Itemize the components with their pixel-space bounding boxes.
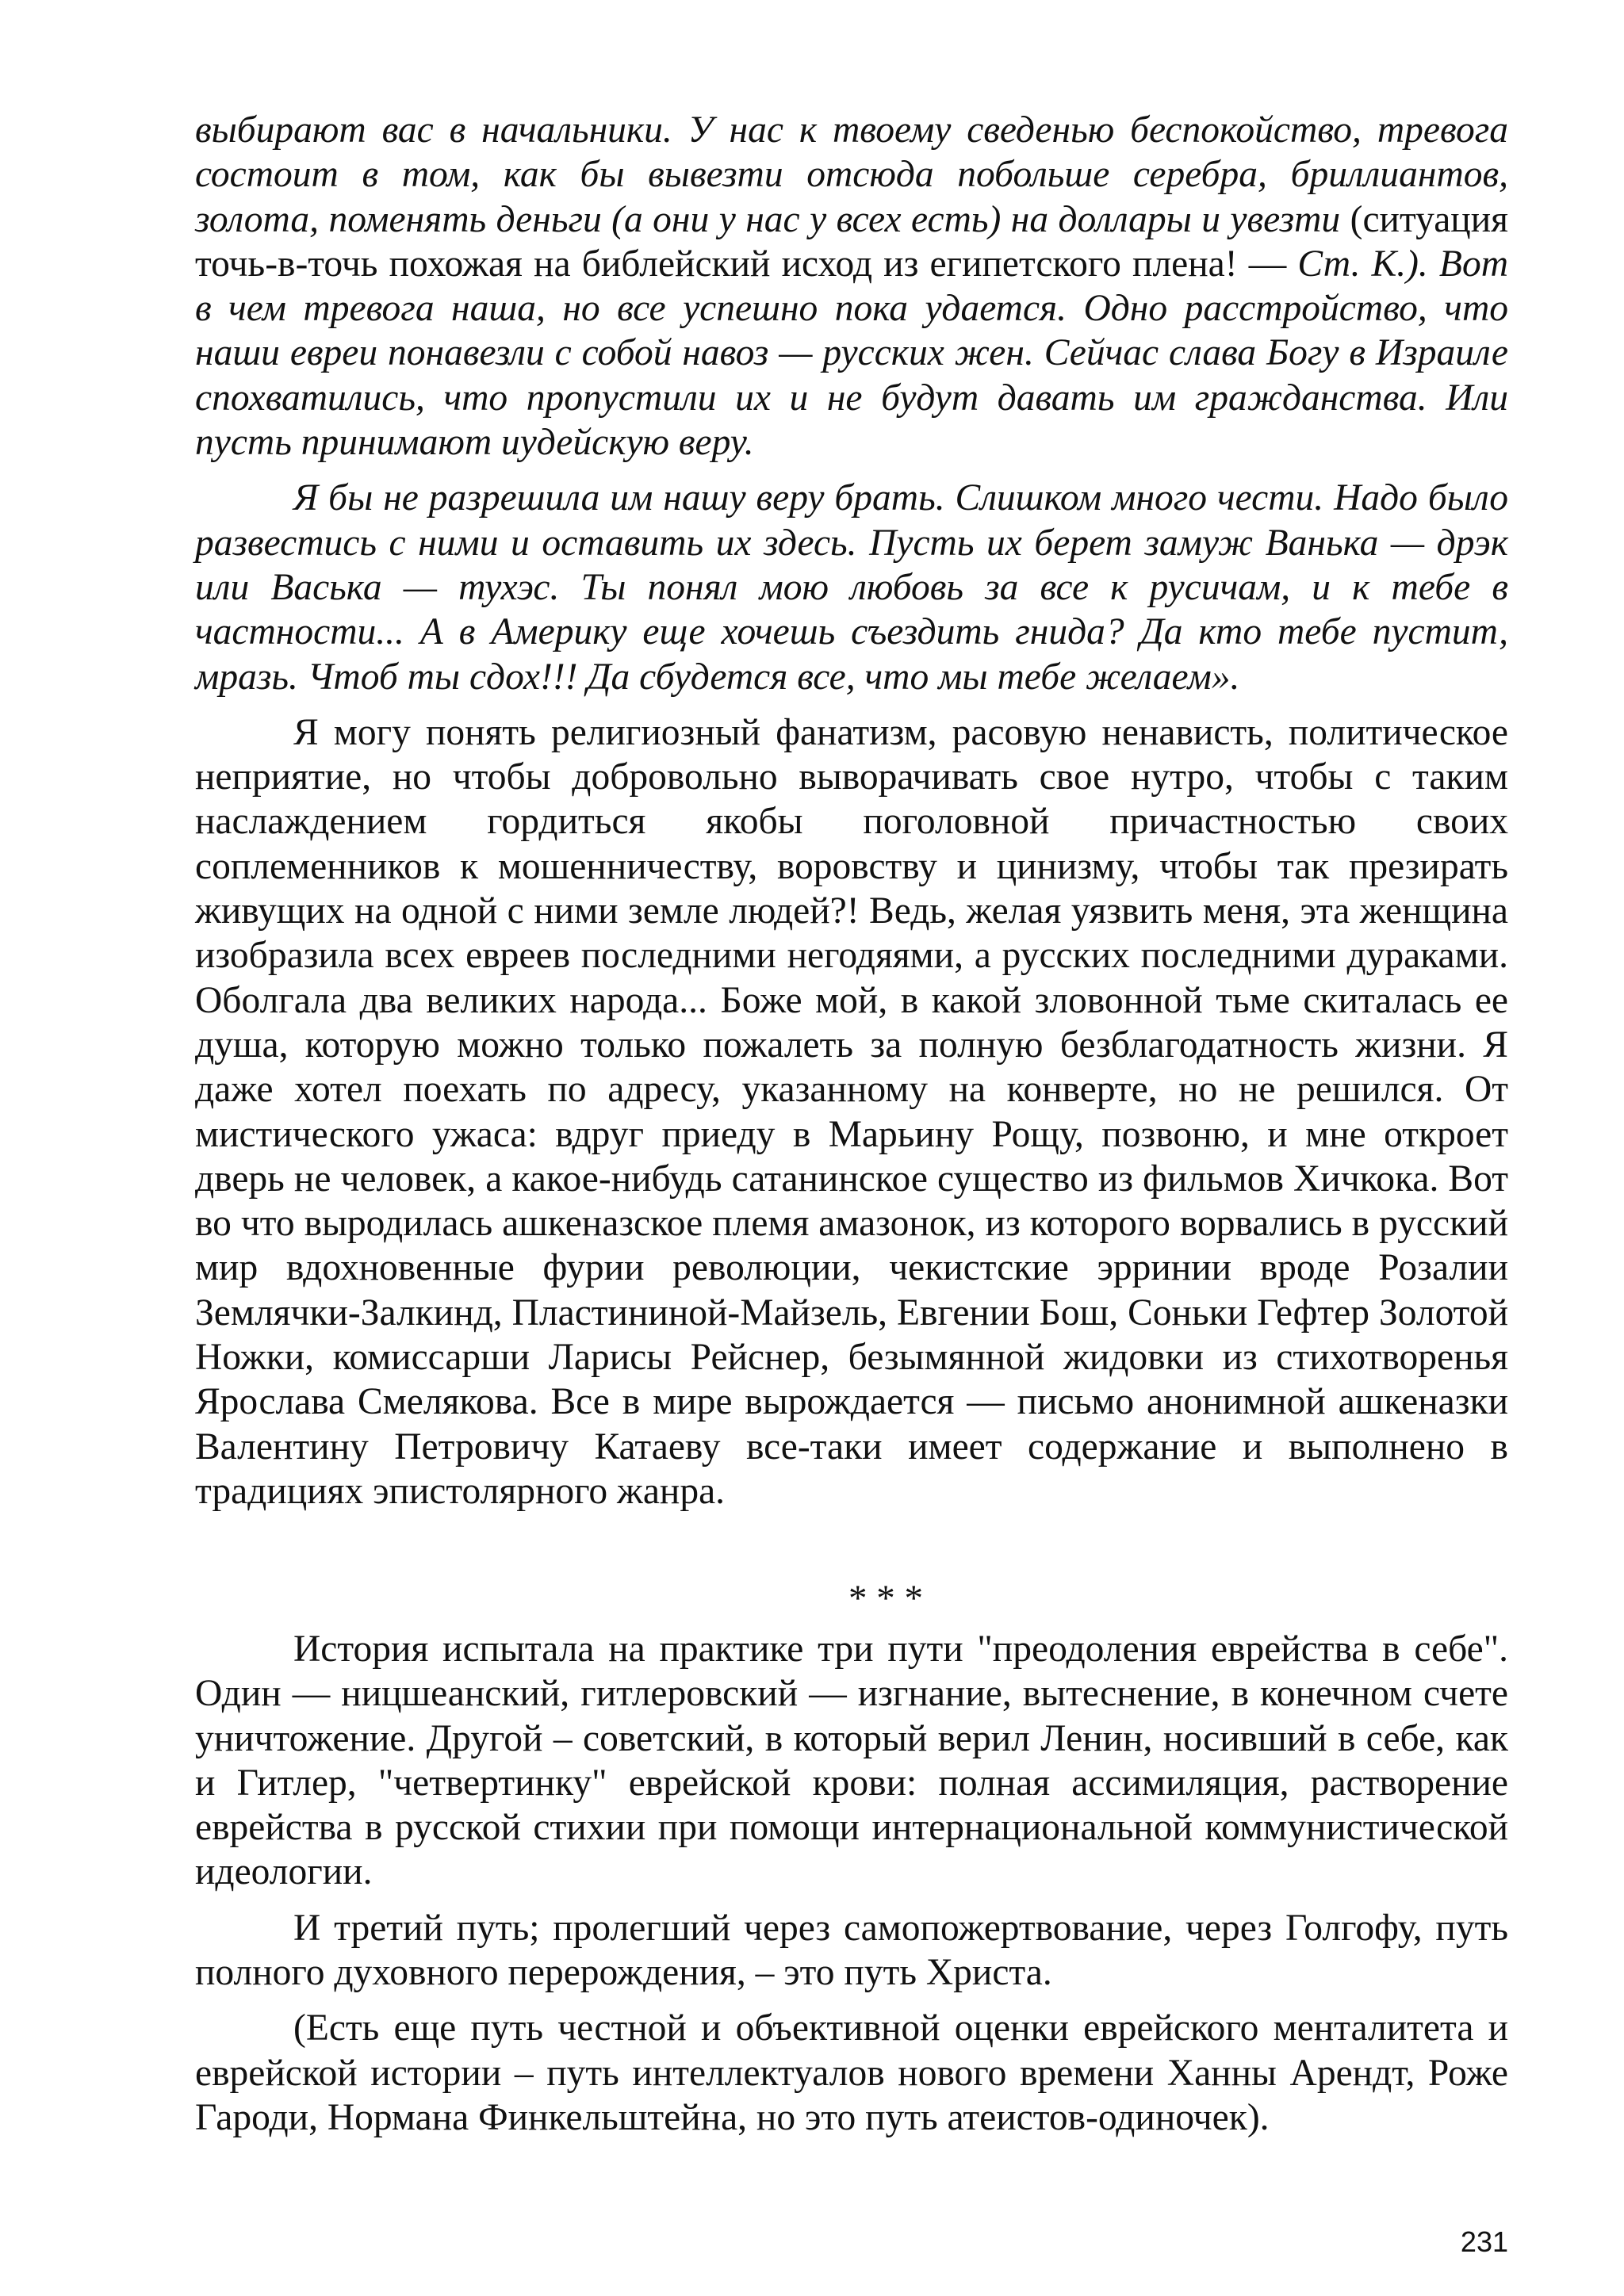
body-paragraph-4: (Есть еще путь честной и объективной оценки еврейского менталитета и еврейской истории – путь интеллектуалов нового времени Ханны Арендт, Роже Гароди, Нормана Финкельштейна, но это путь атеистов-одиночек). [195,2007,1508,2138]
quote-paragraph-2: Я бы не разрешила им нашу веру брать. Слишком много чести. Надо было развестись с ними и оставить их здесь. Пусть их берет замуж Ванька — дрэк или Васька — тухэс. Ты понял мою любовь за все к русичам, и к тебе в частности... А в Америку еще хочешь съездить гнида? Да кто тебе пустит, мразь. Чтоб ты сдох!!! Да сбудется все, что мы тебе желаем». [195,477,1508,698]
body-paragraph-2: История испытала на практике три пути "преодоления еврейства в себе". Один — ницшеанский, гитлеровский — изгнание, вытеснение, в конечном счете уничтожение. Другой – советский, в который верил Ленин, носивший в себе, как и Гитлер, "четвертинку" еврейской крови: полная ассимиляция, растворение еврейства в русской стихии при помощи интернациональной коммунистической идеологии. [195,1628,1508,1893]
body-paragraph-1: Я могу понять религиозный фанатизм, расовую ненависть, политическое неприятие, но чтобы добровольно выворачивать свое нутро, чтобы с таким наслаждением гордиться якобы поголовной причастностью своих соплеменников к мошенничеству, воровству и цинизму, чтобы так презирать живущих на одной с ними земле людей?! Ведь, желая уязвить меня, эта женщина изобразила всех евреев последними негодяями, а русских последними дураками. Оболгала два великих народа... Боже мой, в какой зловонной тьме скиталась ее душа, которую можно только пожалеть за полную безблагодатность жизни. Я даже хотел поехать по адресу, указанному на конверте, но не решился. От мистического ужаса: вдруг приеду в Марьину Рощу, позвоню, и мне откроет дверь не человек, а какое-нибудь сатанинское существо из фильмов Хичкока. Вот во что выродилась ашкеназское племя амазонок, из которого ворвались в русский мир вдохновенные фурии революции, чекистские эрринии вроде Розалии Землячки-Залкинд, Пластининой-Майзель, Евгении Бош, Соньки Гефтер Золотой Ножки, комиссарши Ларисы Рейснер, безымянной жидовки из стихотворенья Ярослава Смелякова. Все в мире вырождается — письмо анонимной ашкеназки Валентину Петровичу Катаеву все-таки имеет содержание и выполнено в традициях эпистолярного жанра. [195,711,1508,1512]
section-separator: * * * [848,1578,923,1619]
quote-text-italic-1: выбирают вас в начальники. У нас к твоему сведенью беспокойство, тревога состоит в том, как бы вывезти отсюда побольше серебра, бриллиантов, золота, поменять деньги (а они у нас у всех есть) на доллары и увезти [195,109,1508,240]
body-paragraph-3: И третий путь; пролегший через самопожертвование, через Голгофу, путь полного духовного перерождения, – это путь Христа. [195,1907,1508,1994]
author-remark: (ситуация точь-в-точь похожая на библейский исход из египетского плена! — [195,198,1508,285]
text-block-top [195,108,1508,1525]
page-number: 231 [1460,2225,1508,2258]
quote-text-italic-2: Ст. К.). Вот в чем тревога наша, но все успешно пока удается. Одно расстройство, что наши евреи понавезли с собой навоз — русских жен. Сейчас слава Богу в Израиле спохватились, что пропустили их и не будут давать им гражданства. Или пусть принимают иудейскую веру. [195,243,1509,464]
text-block-bottom [195,1627,1508,2151]
quote-paragraph-1 [195,108,1508,465]
